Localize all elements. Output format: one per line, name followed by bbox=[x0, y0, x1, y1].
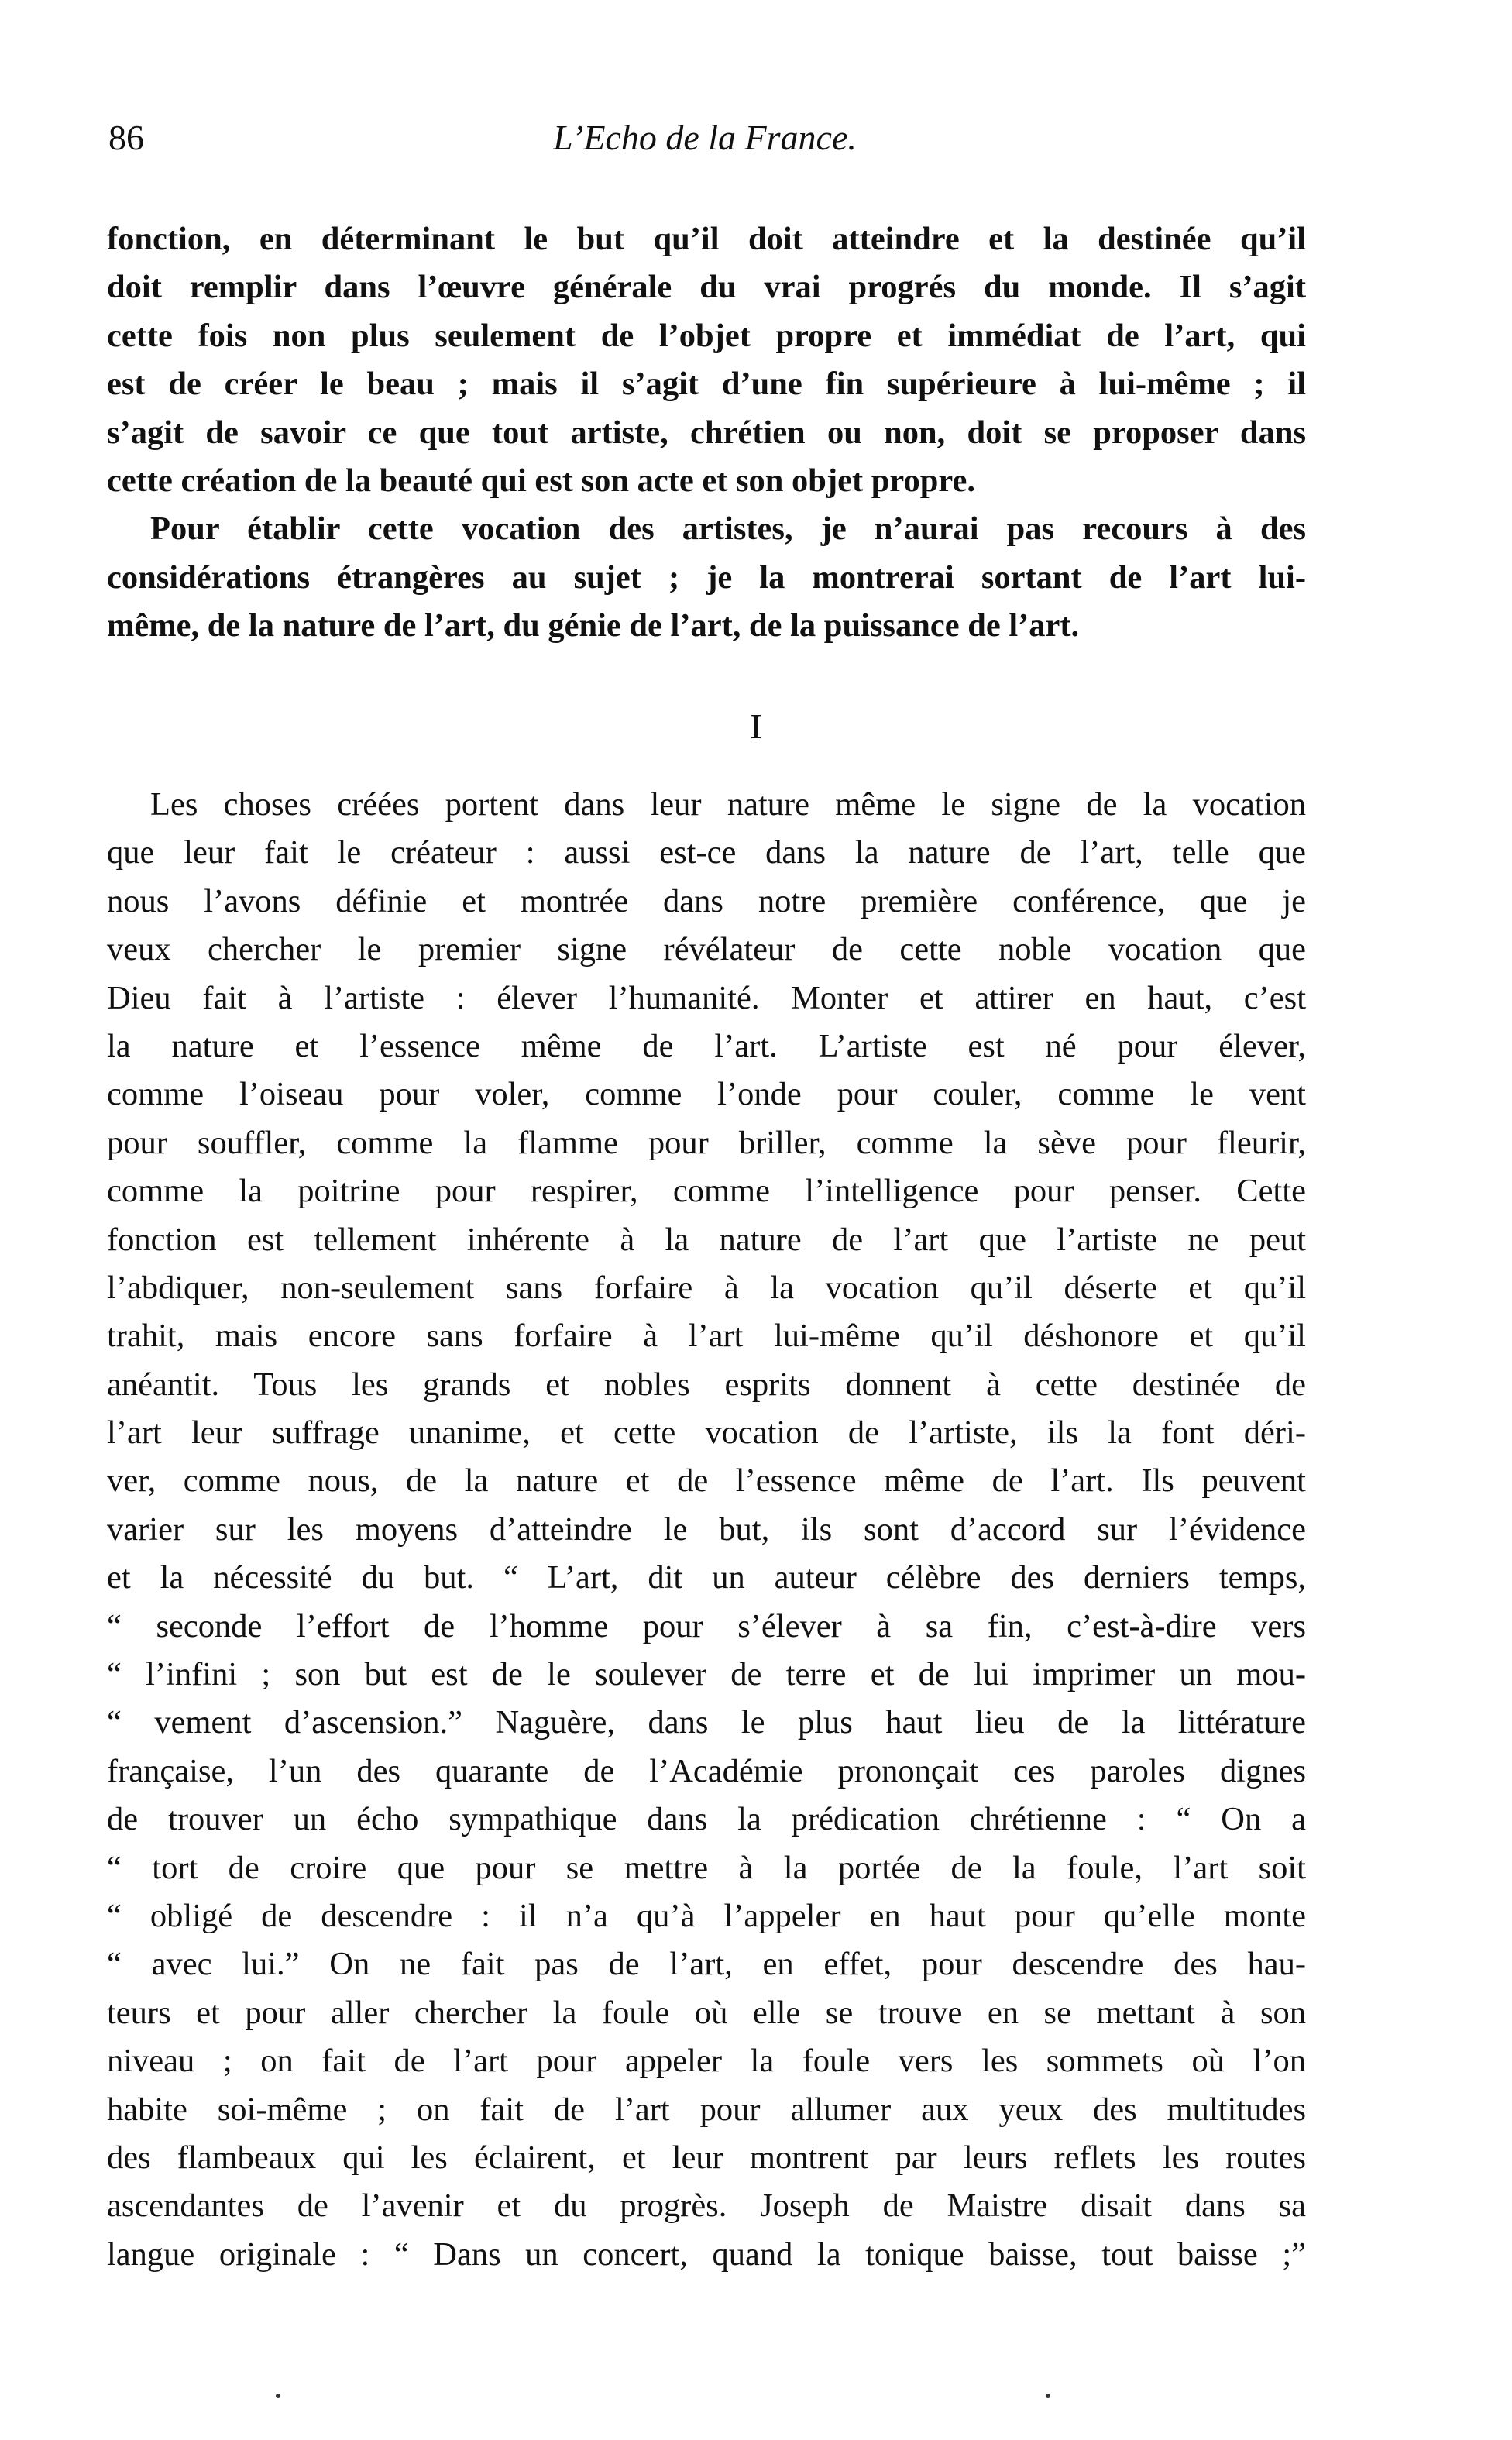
text-line: “ vement d’ascension.” Naguère, dans le plus haut lieu de la littérature bbox=[107, 1704, 1306, 1741]
text-line: varier sur les moyens d’atteindre le but, ils sont d’accord sur l’évidence bbox=[107, 1510, 1306, 1548]
text-line: l’art leur suffrage unanime, et cette vocation de l’artiste, ils la font déri- bbox=[107, 1414, 1306, 1452]
text-line: Pour établir cette vocation des artistes, je n’aurai pas recours à des bbox=[150, 510, 1306, 548]
journal-title: L’Echo de la France. bbox=[553, 118, 857, 157]
text-line: trahit, mais encore sans forfaire à l’art lui-même qu’il déshonore et qu’il bbox=[107, 1318, 1306, 1355]
text-line: comme l’oiseau pour voler, comme l’onde pour couler, comme le vent bbox=[107, 1076, 1306, 1113]
text-line: langue originale : “ Dans un concert, quand la tonique baisse, tout baisse ;” bbox=[107, 2236, 1306, 2273]
print-speck bbox=[276, 2394, 280, 2398]
text-line: de trouver un écho sympathique dans la prédication chrétienne : “ On a bbox=[107, 1801, 1306, 1838]
text-line: teurs et pour aller chercher la foule où elle se trouve en se mettant à son bbox=[107, 1994, 1306, 2031]
text-line: doit remplir dans l’œuvre générale du vrai progrés du monde. Il s’agit bbox=[107, 269, 1306, 306]
paragraph-3 bbox=[107, 781, 1306, 2279]
text-line: veux chercher le premier signe révélateur de cette noble vocation que bbox=[107, 931, 1306, 968]
text-line: et la nécessité du but. “ L’art, dit un auteur célèbre des derniers temps, bbox=[107, 1559, 1306, 1596]
text-line: fonction est tellement inhérente à la nature de l’art que l’artiste ne peut bbox=[107, 1221, 1306, 1258]
text-line: même, de la nature de l’art, du génie de l’art, de la puissance de l’art. bbox=[107, 607, 1080, 644]
text-line: des flambeaux qui les éclairent, et leur montrent par leurs reflets les routes bbox=[107, 2139, 1306, 2176]
running-head bbox=[108, 115, 1301, 161]
text-line: comme la poitrine pour respirer, comme l’intelligence pour penser. Cette bbox=[107, 1173, 1306, 1210]
print-speck bbox=[1046, 2394, 1050, 2398]
paragraph-1 bbox=[107, 215, 1306, 505]
text-line: nous l’avons définie et montrée dans notre première conférence, que je bbox=[107, 882, 1306, 919]
text-line: cette création de la beauté qui est son acte et son objet propre. bbox=[107, 462, 975, 499]
text-line: anéantit. Tous les grands et nobles esprits donnent à cette destinée de bbox=[107, 1366, 1306, 1403]
text-line: “ l’infini ; son but est de le soulever de terre et de lui imprimer un mou- bbox=[107, 1656, 1306, 1693]
paragraph-2 bbox=[107, 505, 1306, 650]
text-line: “ seconde l’effort de l’homme pour s’élever à sa fin, c’est-à-dire vers bbox=[107, 1607, 1306, 1644]
text-line: considérations étrangères au sujet ; je la montrerai sortant de l’art lui- bbox=[107, 558, 1306, 596]
text-line: est de créer le beau ; mais il s’agit d’une fin supérieure à lui-même ; il bbox=[107, 366, 1306, 403]
text-block-upper bbox=[107, 215, 1306, 651]
text-line: fonction, en déterminant le but qu’il doit atteindre et la destinée qu’il bbox=[107, 221, 1306, 257]
text-line: “ tort de croire que pour se mettre à la portée de la foule, l’art soit bbox=[107, 1849, 1306, 1886]
text-line: que leur fait le créateur : aussi est-ce dans la nature de l’art, telle que bbox=[107, 834, 1306, 871]
text-line: s’agit de savoir ce que tout artiste, chrétien ou non, doit se proposer dans bbox=[107, 414, 1306, 451]
text-line: “ avec lui.” On ne fait pas de l’art, en effet, pour descendre des hau- bbox=[107, 1946, 1306, 1983]
text-line: habite soi-même ; on fait de l’art pour allumer aux yeux des multitudes bbox=[107, 2091, 1306, 2128]
section-number: I bbox=[750, 706, 762, 746]
text-line: ascendantes de l’avenir et du progrès. Joseph de Maistre disait dans sa bbox=[107, 2187, 1306, 2225]
text-line: pour souffler, comme la flamme pour briller, comme la sève pour fleurir, bbox=[107, 1124, 1306, 1161]
page-number: 86 bbox=[108, 118, 144, 157]
text-line: niveau ; on fait de l’art pour appeler la foule vers les sommets où l’on bbox=[107, 2043, 1306, 2080]
text-line: la nature et l’essence même de l’art. L’artiste est né pour élever, bbox=[107, 1027, 1306, 1064]
text-line: française, l’un des quarante de l’Académie prononçait ces paroles dignes bbox=[107, 1752, 1306, 1789]
text-line: Dieu fait à l’artiste : élever l’humanité. Monter et attirer en haut, c’est bbox=[107, 979, 1306, 1016]
text-block-lower bbox=[107, 781, 1306, 2279]
text-line: “ obligé de descendre : il n’a qu’à l’appeler en haut pour qu’elle monte bbox=[107, 1897, 1306, 1934]
text-line: Les choses créées portent dans leur nature même le signe de la vocation bbox=[150, 786, 1306, 823]
text-line: ver, comme nous, de la nature et de l’essence même de l’art. Ils peuvent bbox=[107, 1462, 1306, 1500]
text-line: l’abdiquer, non-seulement sans forfaire à la vocation qu’il déserte et qu’il bbox=[107, 1269, 1306, 1306]
text-line: cette fois non plus seulement de l’objet propre et immédiat de l’art, qui bbox=[107, 317, 1306, 354]
